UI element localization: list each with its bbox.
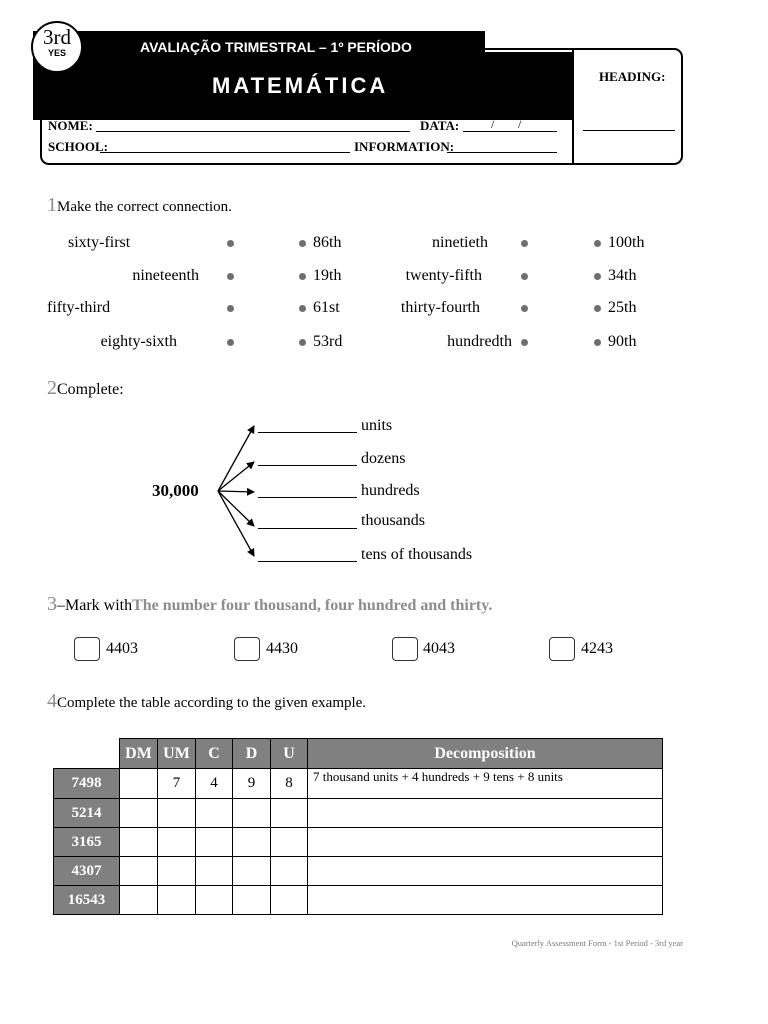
decomposition-cell[interactable] bbox=[308, 857, 663, 886]
ordinal-word: sixty-first bbox=[68, 234, 131, 251]
table-corner-cell bbox=[54, 739, 120, 769]
ordinal-number: 100th bbox=[608, 234, 645, 251]
connection-dot-icon bbox=[299, 339, 306, 346]
branch-arrow-icon bbox=[218, 491, 254, 556]
option-label: 4043 bbox=[423, 640, 455, 657]
table-cell[interactable] bbox=[120, 886, 158, 915]
ordinal-number: 90th bbox=[608, 333, 637, 350]
ordinal-number: 61st bbox=[313, 299, 340, 316]
connection-dot-icon bbox=[594, 273, 601, 280]
grade-badge-logo bbox=[31, 21, 83, 73]
table-cell[interactable] bbox=[196, 886, 233, 915]
table-cell[interactable] bbox=[158, 857, 196, 886]
table-row bbox=[54, 886, 663, 915]
column-header: UM bbox=[158, 739, 196, 769]
name-field-line[interactable] bbox=[96, 131, 410, 132]
section-instruction: –Mark with bbox=[57, 597, 133, 614]
section-number: 3 bbox=[47, 593, 57, 615]
connection-dot-icon bbox=[521, 305, 528, 312]
connection-dot-icon bbox=[521, 273, 528, 280]
table-cell[interactable] bbox=[120, 828, 158, 857]
decomposition-table bbox=[53, 738, 663, 915]
ordinal-word: eighty-sixth bbox=[100, 333, 177, 350]
ordinal-number: 53rd bbox=[313, 333, 343, 350]
ordinal-word: nineteenth bbox=[132, 267, 199, 284]
assessment-subtitle: AVALIAÇÃO TRIMESTRAL – 1º PERÍODO bbox=[140, 39, 412, 55]
column-header: Decomposition bbox=[308, 739, 663, 769]
section-instruction: Complete the table according to the given example. bbox=[57, 695, 367, 711]
table-row bbox=[54, 799, 663, 828]
option-checkbox[interactable] bbox=[74, 637, 100, 661]
date-label: DATA: bbox=[420, 118, 460, 133]
place-value-label: units bbox=[361, 417, 393, 434]
place-value-label: dozens bbox=[361, 450, 406, 467]
connection-dot-icon bbox=[299, 240, 306, 247]
option-checkbox[interactable] bbox=[549, 637, 575, 661]
column-header: C bbox=[196, 739, 233, 769]
badge-label: YES bbox=[47, 48, 66, 58]
table-cell[interactable] bbox=[271, 857, 308, 886]
connection-dot-icon bbox=[594, 339, 601, 346]
place-value-label: hundreds bbox=[361, 482, 420, 499]
table-cell[interactable] bbox=[120, 857, 158, 886]
connection-dot-icon bbox=[521, 240, 528, 247]
decomposition-text: 7 thousand units + 4 hundreds + 9 tens + 8 units bbox=[313, 769, 563, 784]
decomposition-cell[interactable] bbox=[308, 799, 663, 828]
table-cell[interactable] bbox=[196, 828, 233, 857]
connection-dot-icon bbox=[299, 273, 306, 280]
ordinal-word: twenty-fifth bbox=[405, 267, 482, 284]
ordinal-number: 19th bbox=[313, 267, 342, 284]
connection-dot-icon bbox=[594, 240, 601, 247]
table-cell: 7 bbox=[158, 769, 196, 799]
table-row bbox=[54, 828, 663, 857]
option-checkbox[interactable] bbox=[392, 637, 418, 661]
answer-blank-line[interactable] bbox=[258, 465, 357, 466]
option-checkbox[interactable] bbox=[234, 637, 260, 661]
row-number: 7498 bbox=[54, 769, 120, 799]
table-cell: 8 bbox=[271, 769, 308, 799]
section-number: 2 bbox=[47, 377, 57, 399]
section-2-heading bbox=[47, 377, 124, 401]
table-cell[interactable] bbox=[233, 799, 271, 828]
information-field-line[interactable] bbox=[447, 152, 557, 153]
branch-arrow-icon bbox=[218, 491, 254, 526]
answer-blank-line[interactable] bbox=[258, 561, 357, 562]
table-cell[interactable] bbox=[158, 828, 196, 857]
branch-arrow-icon bbox=[218, 462, 254, 491]
section-4-heading bbox=[47, 690, 366, 714]
ordinal-word: hundredth bbox=[447, 333, 512, 350]
section-number: 1 bbox=[47, 194, 57, 216]
table-cell[interactable] bbox=[233, 857, 271, 886]
table-cell[interactable] bbox=[233, 828, 271, 857]
school-field-line[interactable] bbox=[100, 152, 350, 153]
answer-blank-line[interactable] bbox=[258, 497, 357, 498]
connection-dot-icon bbox=[521, 339, 528, 346]
branch-arrows-diagram bbox=[212, 414, 262, 564]
table-cell[interactable] bbox=[271, 799, 308, 828]
decomposition-cell[interactable] bbox=[308, 828, 663, 857]
column-header: DM bbox=[120, 739, 158, 769]
table-cell[interactable] bbox=[233, 886, 271, 915]
place-value-label: thousands bbox=[361, 512, 425, 529]
table-cell[interactable] bbox=[196, 799, 233, 828]
place-value-label: tens of thousands bbox=[361, 546, 473, 563]
answer-blank-line[interactable] bbox=[258, 432, 357, 433]
table-row bbox=[54, 769, 663, 799]
option-label: 4403 bbox=[106, 640, 138, 657]
ordinal-word: fifty-third bbox=[47, 299, 111, 316]
table-cell[interactable] bbox=[271, 828, 308, 857]
date-field-line[interactable] bbox=[463, 131, 557, 132]
table-cell[interactable] bbox=[158, 886, 196, 915]
row-number: 5214 bbox=[54, 799, 120, 828]
heading-field-line[interactable] bbox=[583, 130, 675, 131]
row-number: 3165 bbox=[54, 828, 120, 857]
section-3-heading bbox=[47, 593, 492, 617]
table-cell[interactable] bbox=[196, 857, 233, 886]
section-instruction: Complete: bbox=[57, 381, 124, 398]
ordinal-number: 86th bbox=[313, 234, 342, 251]
decomposition-cell[interactable] bbox=[308, 886, 663, 915]
connection-dot-icon bbox=[594, 305, 601, 312]
subject-title: MATEMÁTICA bbox=[212, 73, 389, 98]
badge-grade: 3rd bbox=[43, 25, 71, 49]
name-label: NOME: bbox=[48, 118, 93, 133]
section-prompt: The number four thousand, four hundred and thirty. bbox=[132, 597, 493, 614]
column-header: U bbox=[271, 739, 308, 769]
connection-dot-icon bbox=[299, 305, 306, 312]
section-1-heading bbox=[47, 194, 232, 218]
date-separator: / bbox=[491, 117, 495, 131]
row-number: 4307 bbox=[54, 857, 120, 886]
branch-arrow-icon bbox=[218, 491, 254, 492]
section-instruction: Make the correct connection. bbox=[57, 199, 232, 215]
connection-dot-icon bbox=[227, 273, 234, 280]
table-cell[interactable] bbox=[271, 886, 308, 915]
option-label: 4243 bbox=[581, 640, 613, 657]
ordinal-word: ninetieth bbox=[432, 234, 488, 251]
information-label: INFORMATION: bbox=[354, 139, 455, 154]
decomposition-cell bbox=[308, 769, 663, 799]
ordinal-number: 25th bbox=[608, 299, 637, 316]
connection-dot-icon bbox=[227, 240, 234, 247]
table-row bbox=[54, 857, 663, 886]
page-footer: Quarterly Assessment Form - 1st Period - 3rd year bbox=[511, 938, 683, 948]
connection-dot-icon bbox=[227, 339, 234, 346]
ordinal-word: thirty-fourth bbox=[400, 299, 480, 316]
option-label: 4430 bbox=[266, 640, 298, 657]
number-value: 30,000 bbox=[152, 481, 199, 500]
connection-dot-icon bbox=[227, 305, 234, 312]
heading-label: HEADING: bbox=[599, 69, 666, 84]
date-separator: / bbox=[518, 117, 522, 131]
answer-blank-line[interactable] bbox=[258, 528, 357, 529]
table-cell bbox=[120, 769, 158, 799]
table-cell[interactable] bbox=[158, 799, 196, 828]
table-cell: 9 bbox=[233, 769, 271, 799]
table-cell: 4 bbox=[196, 769, 233, 799]
row-number: 16543 bbox=[54, 886, 120, 915]
ordinal-number: 34th bbox=[608, 267, 637, 284]
branch-arrow-icon bbox=[218, 426, 254, 491]
table-header-row bbox=[54, 739, 663, 769]
section-number: 4 bbox=[47, 690, 57, 712]
school-label: SCHOOL: bbox=[48, 139, 108, 154]
column-header: D bbox=[233, 739, 271, 769]
table-cell[interactable] bbox=[120, 799, 158, 828]
